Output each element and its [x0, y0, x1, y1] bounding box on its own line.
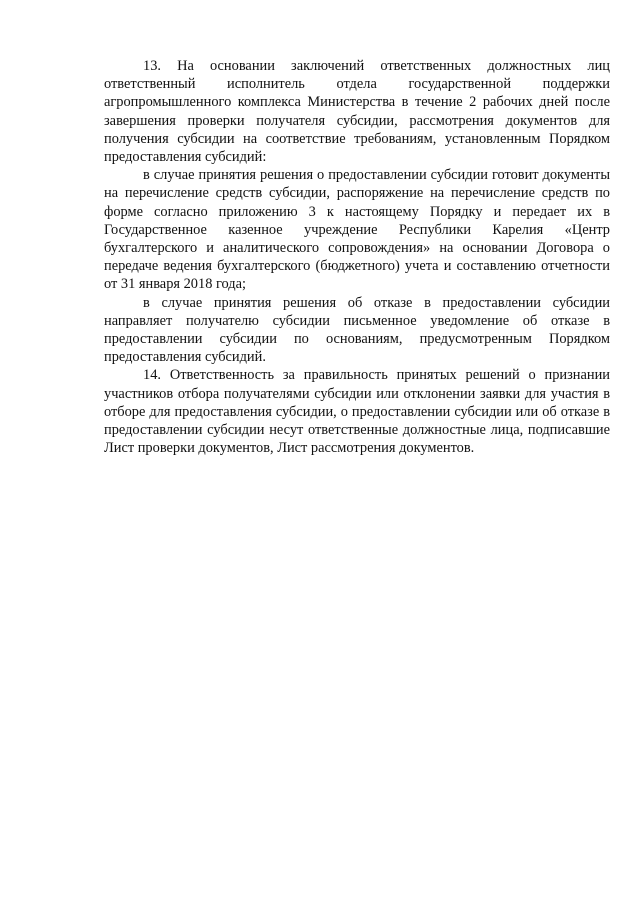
paragraph-refusal-decision: в случае принятия решения об отказе в предоставлении субсидии направляет получателю субсидии письменное уведомление об отказе в предоставлении субсидии по основаниям, предусмотренным Порядком предоставления субсидий. [104, 294, 610, 366]
paragraph-13: 13. На основании заключений ответственных должностных лиц ответственный исполнитель отдела государственной поддержки агропромышленного комплекса Министерства в течение 2 рабочих дней после завершения проверки получателя субсидии, рассмотрения документов для получения субсидии на соответствие требованиям, установленным Порядком предоставления субсидий: [104, 58, 610, 166]
document-body [104, 57, 610, 457]
paragraph-grant-decision: в случае принятия решения о предоставлении субсидии готовит документы на перечисление средств субсидии, распоряжение на перечисление средств по форме согласно приложению 3 к настоящему Порядку и передает их в Государственное казенное учреждение Республики Карелия «Центр бухгалтерского и аналитического сопровождения» на основании Договора о передаче ведения бухгалтерского (бюджетного) учета и составлению отчетности от 31 января 2018 года; [104, 167, 610, 293]
paragraph-14: 14. Ответственность за правильность принятых решений о признании участников отбора получателями субсидии или отклонении заявки для участия в отборе для предоставления субсидии, о предоставлении субсидии или об отказе в предоставлении субсидии несут ответственные должностные лица, подписавшие Лист проверки документов, Лист рассмотрения документов. [104, 367, 610, 457]
